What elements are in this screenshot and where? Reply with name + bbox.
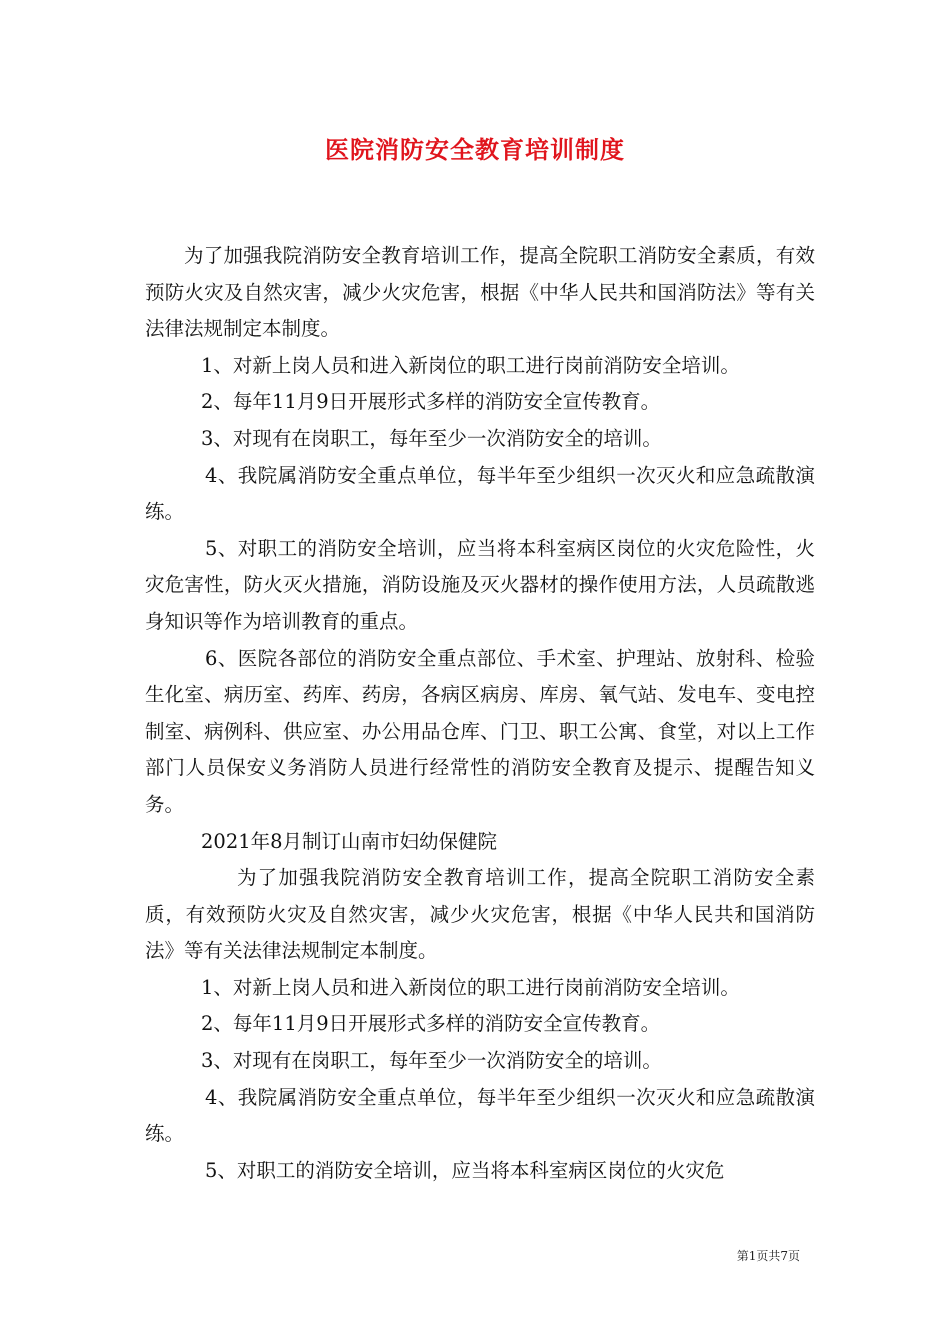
date-signature-line: 2021年8月制订山南市妇幼保健院	[201, 829, 498, 853]
rule-2-paragraph-repeat: 2、每年11月9日开展形式多样的消防安全宣传教育。	[201, 1012, 661, 1036]
rule-5-paragraph-repeat: 5、对职工的消防安全培训，应当将本科室病区岗位的火灾危	[205, 1158, 725, 1182]
rule-4-paragraph-repeat: 4、我院属消防安全重点单位，每半年至少组织一次灭火和应急疏散演练。	[145, 1085, 815, 1146]
rule-5-paragraph: 5、对职工的消防安全培训，应当将本科室病区岗位的火灾危险性，火灾危害性，防火灭火措施，消防设施及灭火器材的操作使用方法，人员疏散逃身知识等作为培训教育的重点。	[145, 536, 815, 633]
intro-paragraph-repeat: 为了加强我院消防安全教育培训工作，提高全院职工消防安全素质，有效预防火灾及自然灾害，减少火灾危害，根据《中华人民共和国消防法》等有关法律法规制定本制度。	[145, 866, 815, 963]
rule-1-paragraph-repeat: 1、对新上岗人员和进入新岗位的职工进行岗前消防安全培训。	[201, 975, 740, 999]
document-body	[145, 238, 815, 1189]
rule-6-paragraph: 6、医院各部位的消防安全重点部位、手术室、护理站、放射科、检验生化室、病历室、药库、药房，各病区病房、库房、氧气站、发电车、变电控制室、病例科、供应室、办公用品仓库、门卫、职工公寓、食堂，对以上工作部门人员保安义务消防人员进行经常性的消防安全教育及提示、提醒告知义务。	[145, 646, 815, 816]
intro-paragraph: 为了加强我院消防安全教育培训工作，提高全院职工消防安全素质，有效预防火灾及自然灾害，减少火灾危害，根据《中华人民共和国消防法》等有关法律法规制定本制度。	[145, 244, 815, 341]
rule-1-paragraph: 1、对新上岗人员和进入新岗位的职工进行岗前消防安全培训。	[201, 353, 740, 377]
rule-2-paragraph: 2、每年11月9日开展形式多样的消防安全宣传教育。	[201, 390, 661, 414]
rule-4-paragraph: 4、我院属消防安全重点单位，每半年至少组织一次灭火和应急疏散演练。	[145, 463, 815, 524]
page-number: 第1页共7页	[736, 1249, 800, 1263]
rule-3-paragraph: 3、对现有在岗职工，每年至少一次消防安全的培训。	[201, 426, 662, 450]
rule-3-paragraph-repeat: 3、对现有在岗职工，每年至少一次消防安全的培训。	[201, 1049, 662, 1073]
document-title: 医院消防安全教育培训制度	[325, 135, 625, 164]
